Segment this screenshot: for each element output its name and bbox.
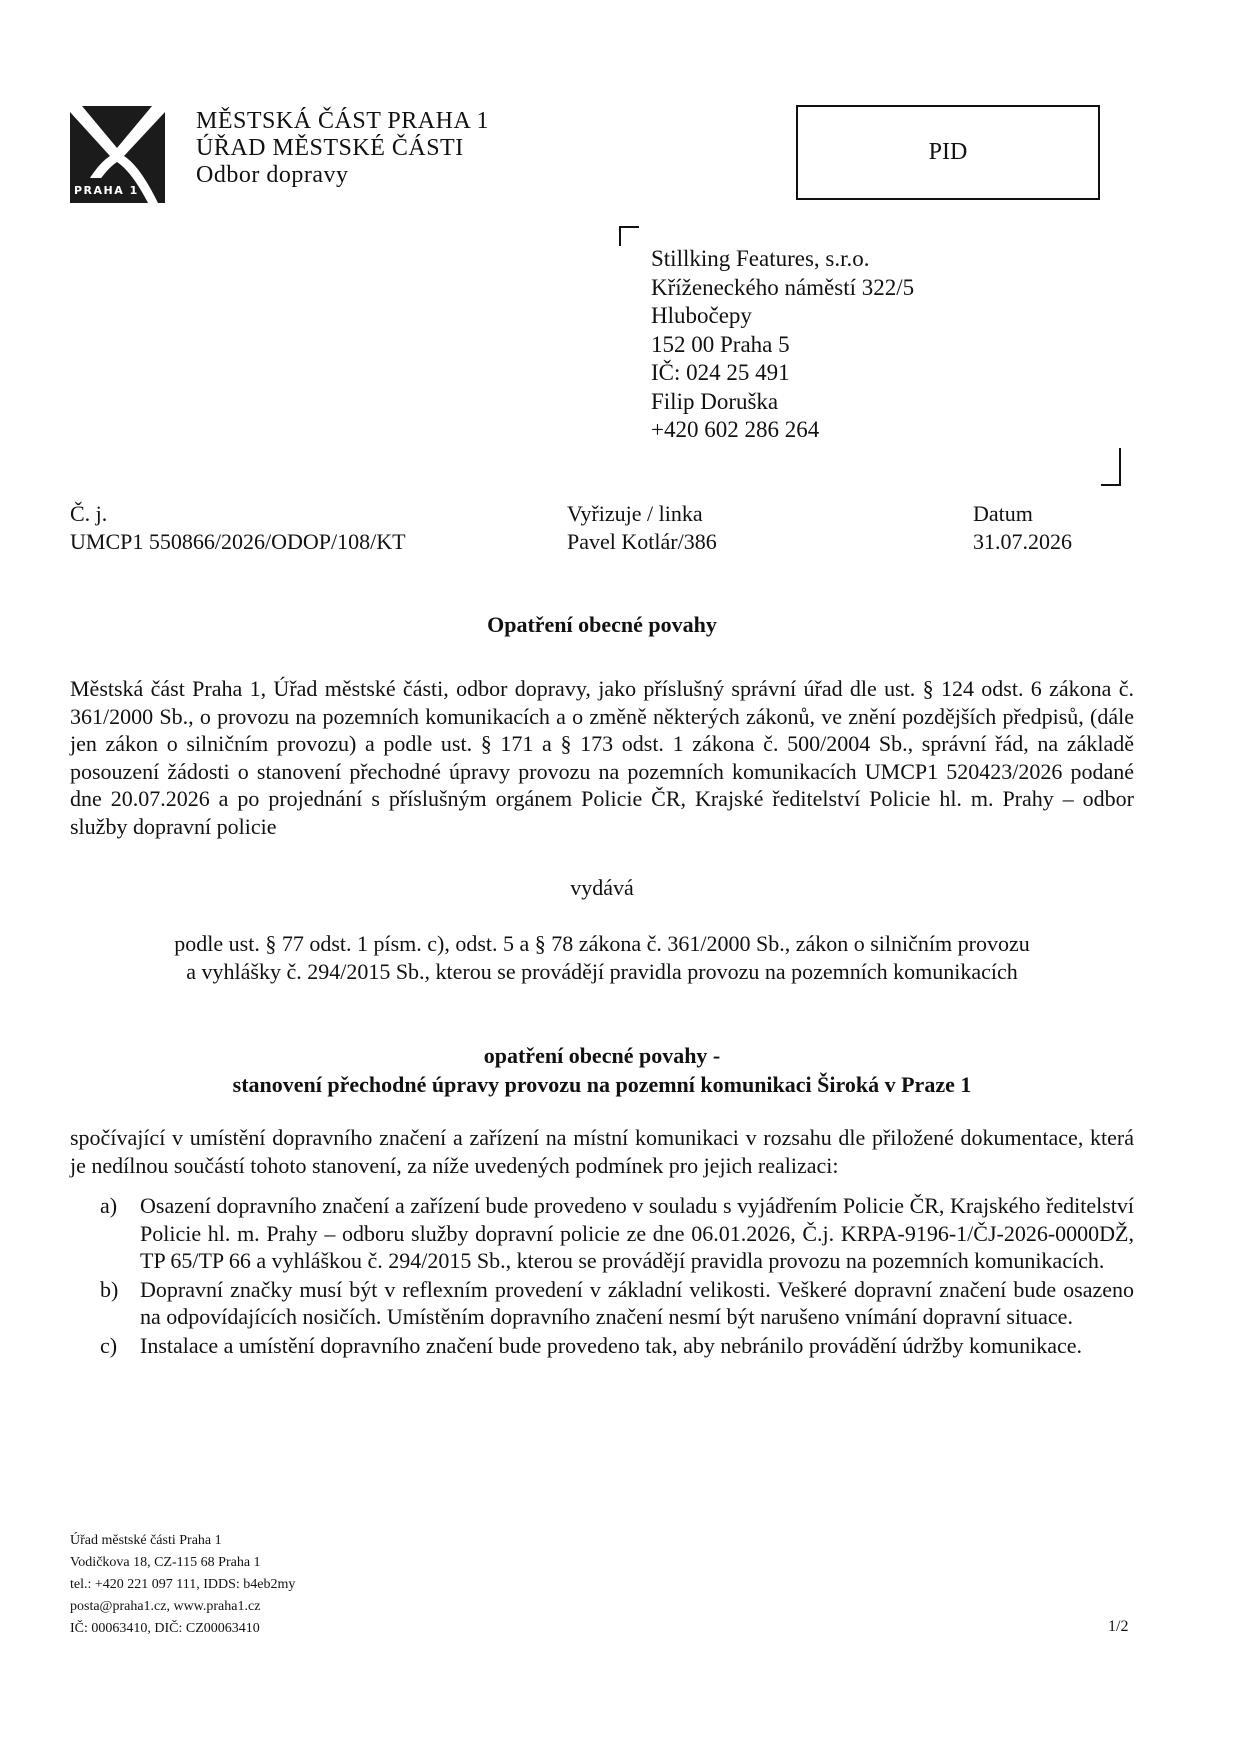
address-line: +420 602 286 264: [651, 417, 820, 442]
address-line: Stillking Features, s.r.o.: [651, 246, 870, 271]
address-line: Kříženeckého náměstí 322/5: [651, 274, 915, 300]
handler-value: Pavel Kotlár/386: [567, 529, 717, 554]
handler-label: Vyřizuje / linka: [567, 501, 703, 526]
issues-line: vydává: [570, 875, 634, 900]
description-paragraph: spočívající v umístění dopravního značení a zařízení na místní komunikaci v rozsahu dle přiložené dokumentace, která je nedílnou součástí tohoto stanovení, za níže uvedených podmínek pro jejich realizaci:: [70, 1125, 1134, 1178]
address-corner-top-left: [619, 226, 639, 246]
page-number: 1/2: [1108, 1618, 1129, 1635]
intro-paragraph: Městská část Praha 1, Úřad městské části, odbor dopravy, jako příslušný správní úřad dle ust. § 124 odst. 6 zákona č. 361/2000 Sb., o provozu na pozemních komunikacích a o změně některých zákonů, ve znění pozdějších předpisů, (dále jen zákon o silničním provozu) a podle ust. § 171 a § 173 odst. 1 zákona č. 500/2004 Sb., správní řád, na základě posouzení žádosti o stanovení přechodné úpravy provozu na pozemních komunikacích UMCP1 520423/2026 podané dne 20.07.2026 a po projednání s příslušným orgánem Policie ČR, Krajské ředitelství Policie hl. m. Prahy – odbor služby dopravní policie: [70, 676, 1134, 839]
pid-label: PID: [928, 139, 968, 165]
recipient-address: [651, 245, 914, 445]
address-line: 152 00 Praha 5: [651, 331, 790, 357]
list-text: Instalace a umístění dopravního značení bude provedeno tak, aby nebránilo provádění údržby komunikace.: [140, 1332, 1083, 1358]
address-corner-bottom-right: [1101, 448, 1121, 486]
address-line: IČ: 024 25 491: [651, 360, 790, 385]
org-line: MĚSTSKÁ ČÁST PRAHA 1: [196, 108, 489, 134]
subtitle-line-1: opatření obecné povahy -: [483, 1043, 721, 1068]
organization-header: [196, 108, 489, 189]
list-text: Dopravní značky musí být v reflexním provedení v základní velikosti. Veškeré dopravní značení bude osazeno na odpovídajících nosičích. Umístěním dopravního značení nesmí být narušeno vnímání dopravní situace.: [140, 1276, 1134, 1329]
legal-basis-line-1: podle ust. § 77 odst. 1 písm. c), odst. 5 a § 78 zákona č. 361/2000 Sb., zákon o silničním provozu: [174, 931, 1030, 956]
address-line: Hlubočepy: [651, 303, 752, 328]
list-text: Osazení dopravního značení a zařízení bude provedeno v souladu s vyjádřením Policie ČR, Krajského ředitelství Policie hl. m. Prahy – odboru služby dopravní policie ze dne 06.01.2026, Č.j. KRPA-9196-1/ČJ-2026-0000DŽ, TP 65/TP 66 a vyhláškou č. 294/2015 Sb., kterou se provádějí pravidla provozu na pozemních komunikacích.: [140, 1193, 1134, 1273]
footer-line: tel.: +420 221 097 111, IDDS: b4eb2my: [70, 1577, 296, 1592]
document-title: Opatření obecné povahy: [487, 612, 717, 637]
handler-block: [567, 500, 717, 556]
list-item: [100, 1192, 1134, 1275]
reference-label: Č. j.: [70, 501, 108, 526]
list-item: [100, 1276, 1134, 1331]
footer-line: Vodičkova 18, CZ-115 68 Praha 1: [70, 1555, 261, 1570]
logo-text: PRAHA 1: [74, 184, 139, 197]
list-marker: c): [100, 1332, 118, 1358]
date-value: 31.07.2026: [973, 529, 1072, 554]
org-line: Odbor dopravy: [196, 162, 349, 188]
reference-block: [70, 500, 406, 556]
praha1-logo: [70, 106, 165, 203]
legal-basis-line-2: a vyhlášky č. 294/2015 Sb., kterou se provádějí pravidla provozu na pozemních komunikacích: [186, 959, 1018, 984]
date-label: Datum: [973, 501, 1033, 526]
conditions-list: [100, 1192, 1134, 1360]
list-marker: b): [100, 1276, 119, 1302]
subtitle-line-2: stanovení přechodné úpravy provozu na pozemní komunikaci Široká v Praze 1: [232, 1072, 972, 1097]
footer-line: posta@praha1.cz, www.praha1.cz: [70, 1599, 261, 1614]
list-item: [100, 1332, 1134, 1360]
footer-line: Úřad městské části Praha 1: [70, 1533, 222, 1548]
footer-contact: [70, 1530, 295, 1640]
address-line: Filip Doruška: [651, 388, 779, 414]
footer-line: IČ: 00063410, DIČ: CZ00063410: [70, 1621, 260, 1636]
reference-number: UMCP1 550866/2026/ODOP/108/KT: [70, 529, 406, 554]
list-marker: a): [100, 1193, 118, 1218]
pid-box: [796, 105, 1100, 200]
org-line: ÚŘAD MĚSTSKÉ ČÁSTI: [196, 135, 464, 161]
date-block: [973, 500, 1072, 556]
